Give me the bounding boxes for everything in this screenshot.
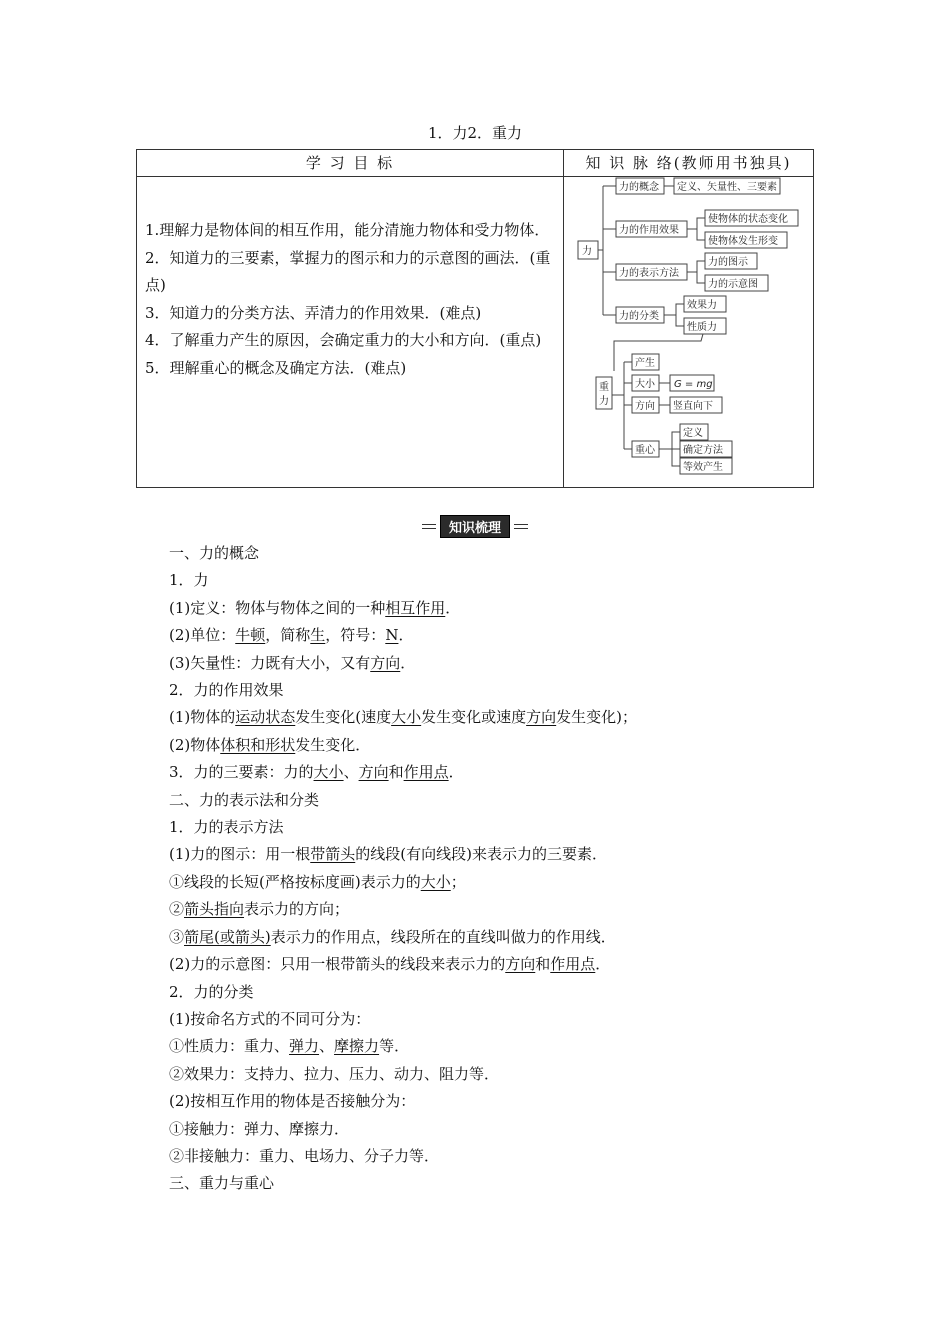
map-node-label: 产生 [635,358,655,369]
answer-blank: 箭头指向 [184,900,245,919]
goal-item: 4．了解重力产生的原因，会确定重力的大小和方向．(重点) [145,331,542,349]
text-line: ①线段的长短(严格按标度画)表示力的大小； [169,872,466,891]
subheading: 2．力的分类 [169,982,254,1001]
goal-item: 3．知道力的分类方法、弄清力的作用效果．(难点) [145,303,482,322]
text-line: (1)定义：物体与物体之间的一种相互作用． [169,598,461,617]
answer-blank: 体积和形状 [220,735,296,754]
text-line: (2)按相互作用的物体是否接触分为： [169,1092,416,1111]
section-heading: 一、力的概念 [169,544,260,562]
section-heading: 三、重力与重心 [169,1174,275,1193]
subheading: 1．力 [169,571,209,590]
answer-blank: 牛顿 [235,626,266,645]
answer-blank: 大小 [391,708,422,727]
answer-blank: 弹力 [289,1037,320,1056]
text-line: 3．力的三要素：力的大小、方向和作用点． [169,763,464,782]
map-node-label: 力的分类 [619,311,659,322]
knowledge-map-header: 知 识 脉 络(教师用书独具) [564,150,814,177]
text-line: ①接触力：弹力、摩擦力． [169,1119,350,1138]
answer-blank: 大小 [313,763,344,782]
map-node-label: 定义、矢量性、三要素 [677,182,777,193]
text-line: ②箭头指向表示力的方向； [169,900,350,919]
map-node-label: 确定方法 [683,445,723,456]
page-title: 1．力2．重力 [427,124,523,142]
goal-item: 5．理解重心的概念及确定方法．(难点) [145,358,407,377]
answer-blank: 方向 [358,763,389,782]
subheading: 1．力的表示方法 [169,818,284,837]
text-line: (2)物体体积和形状发生变化． [169,735,371,754]
text-line: ③箭尾(或箭头)表示力的作用点，线段所在的直线叫做力的作用线． [169,927,616,946]
goal-item: 2．知道力的三要素，掌握力的图示和力的示意图的画法．(重点) [145,248,551,294]
objectives-cell [137,177,564,488]
text-line: ②效果力：支持力、拉力、压力、动力、阻力等． [169,1064,500,1083]
text-line: (2)力的示意图：只用一根带箭头的线段来表示力的方向和作用点． [169,955,611,974]
map-root-gravity-label: 重 [599,382,609,393]
answer-blank: N [385,626,399,645]
subheading: 2．力的作用效果 [169,681,284,700]
answer-blank: 方向 [505,955,536,974]
map-node-label: 方向 [635,401,655,412]
map-node-label: 等效产生 [683,462,723,473]
answer-blank: 大小 [420,872,451,891]
objectives-table [136,149,814,488]
answer-blank: 方向 [370,653,401,672]
section-heading: 二、力的表示法和分类 [169,790,320,809]
map-node-label: 力的作用效果 [619,225,679,236]
map-node-label: 性质力 [687,322,717,333]
answer-blank: 带箭头 [310,845,356,864]
answer-blank: 作用点 [550,955,596,974]
text-line: ②非接触力：重力、电场力、分子力等． [169,1146,440,1165]
answer-blank: 运动状态 [235,708,296,727]
knowledge-map-diagram [564,177,813,487]
knowledge-map-cell [564,177,814,488]
text-line: (1)力的图示：用一根带箭头的线段(有向线段)来表示力的三要素． [169,845,607,864]
answer-blank: 摩擦力 [334,1037,380,1056]
goal-item: 1.理解力是物体间的相互作用，能分清施力物体和受力物体． [145,221,550,239]
map-node-label: 力的概念 [619,182,659,193]
section-banner [0,515,950,538]
answer-blank: 生 [310,626,326,645]
map-node-label: 力的图示 [708,257,748,268]
answer-blank: 相互作用 [385,598,446,617]
map-node-label: 定义 [683,428,703,439]
map-node-label: 效果力 [687,300,717,311]
map-root-force-label: 力 [582,246,592,257]
section-banner-label: 知识梳理 [440,515,510,538]
answer-blank: 作用点 [403,763,449,782]
map-node-label: G = mg [674,379,713,390]
map-node-label: 力的示意图 [708,279,758,290]
map-node-label: 竖直向下 [673,401,713,412]
text-line: (1)按命名方式的不同可分为： [169,1009,371,1028]
text-line: (3)矢量性：力既有大小，又有方向． [169,653,416,672]
map-node-label: 使物体的状态变化 [708,214,788,225]
map-node-label: 大小 [635,379,655,390]
text-line: (2)单位：牛顿，简称生，符号：N． [169,626,414,645]
map-node-label: 使物体发生形变 [708,236,778,247]
text-line: (1)物体的运动状态发生变化(速度大小发生变化或速度方向发生变化)； [169,708,638,727]
map-node-label: 重心 [635,445,655,456]
content-body [169,540,809,1198]
answer-blank: 方向 [526,708,557,727]
answer-blank: 箭尾(或箭头) [184,927,271,946]
text-line: ①性质力：重力、弹力、摩擦力等． [169,1037,410,1056]
objectives-header: 学 习 目 标 [137,150,564,177]
map-root-gravity-label: 力 [599,396,609,407]
map-node-label: 力的表示方法 [619,268,679,279]
